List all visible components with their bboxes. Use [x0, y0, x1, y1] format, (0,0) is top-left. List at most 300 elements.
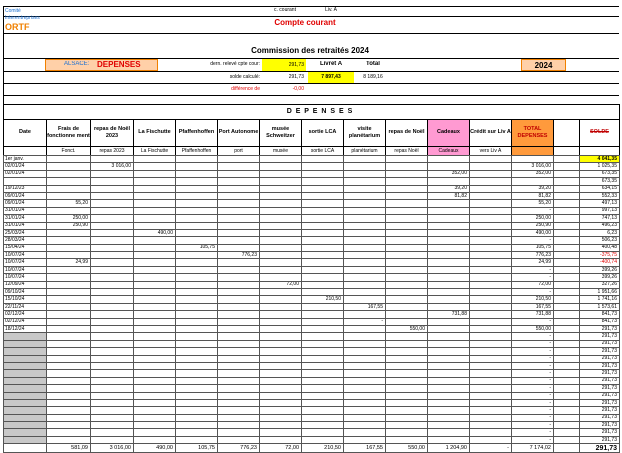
cell-musee[interactable]	[260, 399, 302, 406]
cell-planet[interactable]	[344, 399, 386, 406]
cell-cadeaux[interactable]	[428, 377, 470, 384]
cell-fischutte[interactable]	[134, 237, 176, 244]
cell-date[interactable]	[4, 399, 47, 406]
cell-musee[interactable]	[260, 377, 302, 384]
cell-total[interactable]: -	[512, 289, 554, 296]
cell-pfaffen[interactable]	[176, 170, 218, 177]
cell-noel[interactable]	[386, 237, 428, 244]
cell-planet[interactable]	[344, 163, 386, 170]
cell-solde[interactable]: 634,15	[580, 185, 620, 192]
cell-total[interactable]: 776,23	[512, 252, 554, 259]
cell-frais[interactable]	[47, 340, 91, 347]
cell-lca[interactable]: 210,50	[302, 296, 344, 303]
cell-frais[interactable]	[47, 274, 91, 281]
cell-port[interactable]	[218, 259, 260, 266]
cell-total[interactable]: -	[512, 436, 554, 443]
cell-total[interactable]: 72,00	[512, 281, 554, 288]
cell-credit[interactable]	[470, 185, 512, 192]
cell-planet[interactable]	[344, 200, 386, 207]
cell-blank[interactable]	[554, 170, 580, 177]
table-row[interactable]	[4, 414, 620, 421]
cell-solde[interactable]: 1 951,66	[580, 289, 620, 296]
cell-noel[interactable]	[386, 281, 428, 288]
cell-lca[interactable]	[302, 325, 344, 332]
cell-blank[interactable]	[554, 178, 580, 185]
cell-cadeaux[interactable]	[428, 355, 470, 362]
cell-lca[interactable]	[302, 200, 344, 207]
cell-frais[interactable]: 250,90	[47, 222, 91, 229]
cell-frais[interactable]	[47, 436, 91, 443]
cell-noel[interactable]	[386, 163, 428, 170]
cell-credit[interactable]	[470, 414, 512, 421]
cell-planet[interactable]	[344, 429, 386, 436]
cell-planet[interactable]	[344, 156, 386, 163]
cell-solde[interactable]: 506,23	[580, 237, 620, 244]
cell-lca[interactable]	[302, 370, 344, 377]
table-row[interactable]	[4, 244, 620, 251]
cell-pfaffen[interactable]	[176, 192, 218, 199]
cell-noel[interactable]	[386, 289, 428, 296]
cell-blank[interactable]	[554, 333, 580, 340]
cell-port[interactable]	[218, 222, 260, 229]
cell-fischutte[interactable]: 490,00	[134, 229, 176, 236]
table-row[interactable]	[4, 340, 620, 347]
cell-credit[interactable]	[470, 252, 512, 259]
cell-port[interactable]: 776,23	[218, 252, 260, 259]
cell-solde[interactable]: 4 041,35	[580, 156, 620, 163]
cell-credit[interactable]	[470, 207, 512, 214]
cell-lca[interactable]	[302, 252, 344, 259]
cell-fischutte[interactable]	[134, 399, 176, 406]
cell-port[interactable]	[218, 229, 260, 236]
cell-pfaffen[interactable]: 105,75	[176, 244, 218, 251]
cell-solde[interactable]: 291,73	[580, 422, 620, 429]
cell-date[interactable]: 09/10/24	[4, 289, 47, 296]
cell-solde[interactable]: 291,73	[580, 385, 620, 392]
cell-date[interactable]: 09/01/24	[4, 192, 47, 199]
cell-port[interactable]	[218, 289, 260, 296]
cell-musee[interactable]	[260, 266, 302, 273]
cell-credit[interactable]	[470, 399, 512, 406]
cell-pfaffen[interactable]	[176, 362, 218, 369]
cell-frais[interactable]	[47, 178, 91, 185]
cell-date[interactable]	[4, 348, 47, 355]
cell-musee[interactable]	[260, 289, 302, 296]
cell-date[interactable]: 25/03/24	[4, 229, 47, 236]
cell-solde[interactable]: 1 741,16	[580, 296, 620, 303]
cell-date[interactable]	[4, 340, 47, 347]
cell-musee[interactable]	[260, 178, 302, 185]
cell-fischutte[interactable]	[134, 422, 176, 429]
cell-pfaffen[interactable]	[176, 200, 218, 207]
cell-port[interactable]	[218, 414, 260, 421]
cell-frais[interactable]	[47, 362, 91, 369]
cell-port[interactable]	[218, 340, 260, 347]
cell-musee[interactable]	[260, 303, 302, 310]
cell-lca[interactable]	[302, 362, 344, 369]
cell-total[interactable]: -	[512, 414, 554, 421]
cell-total[interactable]: -	[512, 407, 554, 414]
cell-noel[interactable]	[386, 229, 428, 236]
cell-solde[interactable]: -400,74	[580, 259, 620, 266]
cell-pfaffen[interactable]	[176, 370, 218, 377]
cell-planet[interactable]	[344, 222, 386, 229]
cell-noel[interactable]	[386, 252, 428, 259]
cell-cadeaux[interactable]	[428, 281, 470, 288]
cell-blank[interactable]	[554, 296, 580, 303]
cell-planet[interactable]	[344, 385, 386, 392]
cell-musee[interactable]	[260, 237, 302, 244]
cell-blank[interactable]	[554, 156, 580, 163]
cell-repas23[interactable]	[91, 296, 134, 303]
cell-port[interactable]	[218, 429, 260, 436]
cell-blank[interactable]	[554, 348, 580, 355]
cell-credit[interactable]	[470, 229, 512, 236]
cell-planet[interactable]	[344, 377, 386, 384]
totals-row[interactable]	[4, 444, 620, 453]
cell-lca[interactable]	[302, 392, 344, 399]
cell-repas23[interactable]	[91, 252, 134, 259]
cell-port[interactable]	[218, 207, 260, 214]
cell-solde[interactable]: 673,35	[580, 178, 620, 185]
table-row[interactable]	[4, 407, 620, 414]
cell-blank[interactable]	[554, 215, 580, 222]
cell-fischutte[interactable]	[134, 377, 176, 384]
cell-cadeaux[interactable]	[428, 289, 470, 296]
cell-repas23[interactable]: 3 016,00	[91, 163, 134, 170]
table-row[interactable]	[4, 185, 620, 192]
cell-blank[interactable]	[554, 259, 580, 266]
cell-repas23[interactable]	[91, 303, 134, 310]
cell-frais[interactable]	[47, 407, 91, 414]
cell-blank[interactable]	[554, 229, 580, 236]
cell-solde[interactable]: 291,73	[580, 362, 620, 369]
cell-pfaffen[interactable]	[176, 318, 218, 325]
cell-fischutte[interactable]	[134, 156, 176, 163]
cell-total[interactable]: -	[512, 340, 554, 347]
cell-pfaffen[interactable]	[176, 222, 218, 229]
cell-pfaffen[interactable]	[176, 429, 218, 436]
cell-planet[interactable]	[344, 266, 386, 273]
cell-solde[interactable]: 291,73	[580, 414, 620, 421]
cell-cadeaux[interactable]	[428, 348, 470, 355]
cell-repas23[interactable]	[91, 340, 134, 347]
cell-repas23[interactable]	[91, 348, 134, 355]
cell-noel[interactable]	[386, 178, 428, 185]
cell-total[interactable]: -	[512, 422, 554, 429]
cell-date[interactable]	[4, 407, 47, 414]
cell-date[interactable]: 02/12/24	[4, 311, 47, 318]
cell-musee[interactable]	[260, 385, 302, 392]
cell-date[interactable]	[4, 385, 47, 392]
cell-port[interactable]	[218, 296, 260, 303]
cell-pfaffen[interactable]	[176, 296, 218, 303]
cell-cadeaux[interactable]: 39,20	[428, 185, 470, 192]
cell-fischutte[interactable]	[134, 370, 176, 377]
cell-planet[interactable]	[344, 325, 386, 332]
cell-port[interactable]	[218, 318, 260, 325]
cell-solde[interactable]: 327,26	[580, 281, 620, 288]
cell-cadeaux[interactable]	[428, 407, 470, 414]
cell-pfaffen[interactable]	[176, 178, 218, 185]
cell-blank[interactable]	[554, 392, 580, 399]
cell-total[interactable]: -	[512, 274, 554, 281]
cell-frais[interactable]	[47, 370, 91, 377]
cell-musee[interactable]	[260, 340, 302, 347]
cell-frais[interactable]: 581,09	[47, 444, 91, 453]
cell-blank[interactable]	[554, 311, 580, 318]
cell-fischutte[interactable]	[134, 392, 176, 399]
cell-pfaffen[interactable]	[176, 156, 218, 163]
cell-noel[interactable]	[386, 185, 428, 192]
cell-date[interactable]	[4, 178, 47, 185]
cell-repas23[interactable]	[91, 370, 134, 377]
cell-port[interactable]	[218, 325, 260, 332]
cell-lca[interactable]	[302, 429, 344, 436]
cell-fischutte[interactable]	[134, 163, 176, 170]
cell-lca[interactable]	[302, 156, 344, 163]
cell-pfaffen[interactable]	[176, 414, 218, 421]
cell-total[interactable]: -	[512, 207, 554, 214]
cell-repas23[interactable]	[91, 170, 134, 177]
cell-cadeaux[interactable]	[428, 237, 470, 244]
cell-total[interactable]: -	[512, 399, 554, 406]
cell-planet[interactable]	[344, 414, 386, 421]
cell-cadeaux[interactable]	[428, 296, 470, 303]
cell-repas23[interactable]	[91, 178, 134, 185]
cell-lca[interactable]	[302, 178, 344, 185]
cell-repas23[interactable]	[91, 215, 134, 222]
cell-cadeaux[interactable]	[428, 156, 470, 163]
cell-frais[interactable]: 24,99	[47, 259, 91, 266]
cell-fischutte[interactable]	[134, 252, 176, 259]
cell-noel[interactable]	[386, 222, 428, 229]
cell-fischutte[interactable]	[134, 222, 176, 229]
table-row[interactable]	[4, 333, 620, 340]
cell-musee[interactable]	[260, 318, 302, 325]
cell-port[interactable]: 776,23	[218, 444, 260, 453]
cell-total[interactable]: -	[512, 355, 554, 362]
cell-noel[interactable]	[386, 200, 428, 207]
cell-solde[interactable]: -375,75	[580, 252, 620, 259]
cell-solde[interactable]: 399,26	[580, 266, 620, 273]
cell-musee[interactable]	[260, 429, 302, 436]
cell-musee[interactable]	[260, 392, 302, 399]
cell-fischutte[interactable]	[134, 178, 176, 185]
cell-credit[interactable]	[470, 355, 512, 362]
cell-pfaffen[interactable]	[176, 237, 218, 244]
cell-lca[interactable]	[302, 355, 344, 362]
cell-date[interactable]: 10/07/24	[4, 259, 47, 266]
cell-blank[interactable]	[554, 422, 580, 429]
cell-noel[interactable]	[386, 318, 428, 325]
cell-port[interactable]	[218, 274, 260, 281]
cell-frais[interactable]	[47, 429, 91, 436]
cell-frais[interactable]	[47, 355, 91, 362]
cell-solde[interactable]: 841,73	[580, 318, 620, 325]
cell-fischutte[interactable]	[134, 303, 176, 310]
cell-fischutte[interactable]	[134, 318, 176, 325]
cell-fischutte[interactable]	[134, 259, 176, 266]
cell-fischutte[interactable]	[134, 281, 176, 288]
cell-port[interactable]	[218, 355, 260, 362]
cell-blank[interactable]	[554, 407, 580, 414]
cell-planet[interactable]	[344, 333, 386, 340]
cell-frais[interactable]	[47, 244, 91, 251]
table-row[interactable]	[4, 348, 620, 355]
cell-planet[interactable]	[344, 355, 386, 362]
cell-total[interactable]: 210,50	[512, 296, 554, 303]
cell-date[interactable]: 1er janv.	[4, 156, 47, 163]
cell-musee[interactable]	[260, 370, 302, 377]
cell-blank[interactable]	[554, 303, 580, 310]
cell-musee[interactable]	[260, 215, 302, 222]
table-row[interactable]	[4, 436, 620, 443]
cell-blank[interactable]	[554, 163, 580, 170]
cell-solde[interactable]: 291,73	[580, 407, 620, 414]
cell-port[interactable]	[218, 163, 260, 170]
table-row[interactable]	[4, 207, 620, 214]
cell-cadeaux[interactable]	[428, 163, 470, 170]
cell-total[interactable]: 55,20	[512, 200, 554, 207]
cell-planet[interactable]	[344, 311, 386, 318]
cell-date[interactable]: 22/11/24	[4, 303, 47, 310]
cell-repas23[interactable]	[91, 237, 134, 244]
cell-noel[interactable]	[386, 422, 428, 429]
cell-date[interactable]: 19/12/23	[4, 185, 47, 192]
cell-frais[interactable]	[47, 399, 91, 406]
cell-noel[interactable]	[386, 192, 428, 199]
cell-frais[interactable]	[47, 266, 91, 273]
cell-date[interactable]: 15/10/24	[4, 296, 47, 303]
table-row[interactable]	[4, 377, 620, 384]
cell-musee[interactable]	[260, 229, 302, 236]
cell-repas23[interactable]	[91, 156, 134, 163]
cell-noel[interactable]: 550,00	[386, 325, 428, 332]
cell-solde[interactable]: 6,23	[580, 229, 620, 236]
cell-credit[interactable]	[470, 266, 512, 273]
cell-credit[interactable]	[470, 237, 512, 244]
cell-credit[interactable]	[470, 325, 512, 332]
cell-blank[interactable]	[554, 385, 580, 392]
cell-blank[interactable]	[554, 444, 580, 453]
cell-port[interactable]	[218, 281, 260, 288]
table-row[interactable]	[4, 163, 620, 170]
cell-frais[interactable]	[47, 237, 91, 244]
cell-blank[interactable]	[554, 200, 580, 207]
cell-blank[interactable]	[554, 244, 580, 251]
cell-frais[interactable]	[47, 422, 91, 429]
cell-musee[interactable]	[260, 311, 302, 318]
cell-musee[interactable]	[260, 185, 302, 192]
cell-pfaffen[interactable]	[176, 289, 218, 296]
cell-port[interactable]	[218, 237, 260, 244]
cell-noel[interactable]	[386, 414, 428, 421]
cell-credit[interactable]	[470, 215, 512, 222]
cell-pfaffen[interactable]	[176, 259, 218, 266]
cell-cadeaux[interactable]	[428, 436, 470, 443]
cell-blank[interactable]	[554, 222, 580, 229]
cell-total[interactable]: 250,90	[512, 222, 554, 229]
cell-pfaffen[interactable]	[176, 355, 218, 362]
cell-cadeaux[interactable]	[428, 429, 470, 436]
cell-repas23[interactable]	[91, 274, 134, 281]
table-row[interactable]	[4, 325, 620, 332]
cell-fischutte[interactable]	[134, 215, 176, 222]
cell-noel[interactable]	[386, 385, 428, 392]
releve-value[interactable]: 291,73	[262, 59, 306, 71]
cell-noel[interactable]	[386, 266, 428, 273]
cell-credit[interactable]	[470, 333, 512, 340]
cell-credit[interactable]	[470, 192, 512, 199]
table-row[interactable]	[4, 266, 620, 273]
cell-credit[interactable]	[470, 170, 512, 177]
cell-noel[interactable]	[386, 296, 428, 303]
cell-repas23[interactable]	[91, 185, 134, 192]
cell-repas23[interactable]	[91, 407, 134, 414]
cell-noel[interactable]	[386, 392, 428, 399]
cell-port[interactable]	[218, 185, 260, 192]
cell-port[interactable]	[218, 244, 260, 251]
cell-planet[interactable]	[344, 252, 386, 259]
cell-cadeaux[interactable]	[428, 215, 470, 222]
cell-lca[interactable]	[302, 377, 344, 384]
cell-date[interactable]: 09/01/24	[4, 200, 47, 207]
cell-total[interactable]: -	[512, 348, 554, 355]
cell-credit[interactable]	[470, 200, 512, 207]
cell-planet[interactable]	[344, 348, 386, 355]
cell-lca[interactable]	[302, 303, 344, 310]
cell-blank[interactable]	[554, 281, 580, 288]
table-row[interactable]	[4, 237, 620, 244]
cell-total[interactable]: 7 174,02	[512, 444, 554, 453]
cell-musee[interactable]	[260, 222, 302, 229]
cell-fischutte[interactable]	[134, 296, 176, 303]
cell-musee[interactable]	[260, 207, 302, 214]
cell-port[interactable]	[218, 156, 260, 163]
cell-cadeaux[interactable]: 731,88	[428, 311, 470, 318]
cell-solde[interactable]: 291,73	[580, 333, 620, 340]
cell-date[interactable]	[4, 444, 47, 453]
cell-blank[interactable]	[554, 237, 580, 244]
cell-repas23[interactable]	[91, 429, 134, 436]
cell-planet[interactable]	[344, 407, 386, 414]
cell-frais[interactable]	[47, 289, 91, 296]
cell-credit[interactable]	[470, 392, 512, 399]
table-row[interactable]	[4, 311, 620, 318]
cell-port[interactable]	[218, 392, 260, 399]
cell-cadeaux[interactable]	[428, 392, 470, 399]
cell-cadeaux[interactable]	[428, 207, 470, 214]
cell-planet[interactable]: 167,55	[344, 444, 386, 453]
cell-lca[interactable]: 210,50	[302, 444, 344, 453]
cell-pfaffen[interactable]	[176, 215, 218, 222]
cell-frais[interactable]	[47, 252, 91, 259]
cell-noel[interactable]	[386, 259, 428, 266]
cell-frais[interactable]	[47, 192, 91, 199]
table-row[interactable]	[4, 192, 620, 199]
cell-pfaffen[interactable]	[176, 340, 218, 347]
cell-planet[interactable]	[344, 296, 386, 303]
cell-blank[interactable]	[554, 399, 580, 406]
cell-planet[interactable]	[344, 392, 386, 399]
cell-repas23[interactable]	[91, 259, 134, 266]
cell-musee[interactable]	[260, 407, 302, 414]
cell-port[interactable]	[218, 311, 260, 318]
cell-frais[interactable]	[47, 333, 91, 340]
cell-cadeaux[interactable]	[428, 422, 470, 429]
cell-frais[interactable]	[47, 325, 91, 332]
